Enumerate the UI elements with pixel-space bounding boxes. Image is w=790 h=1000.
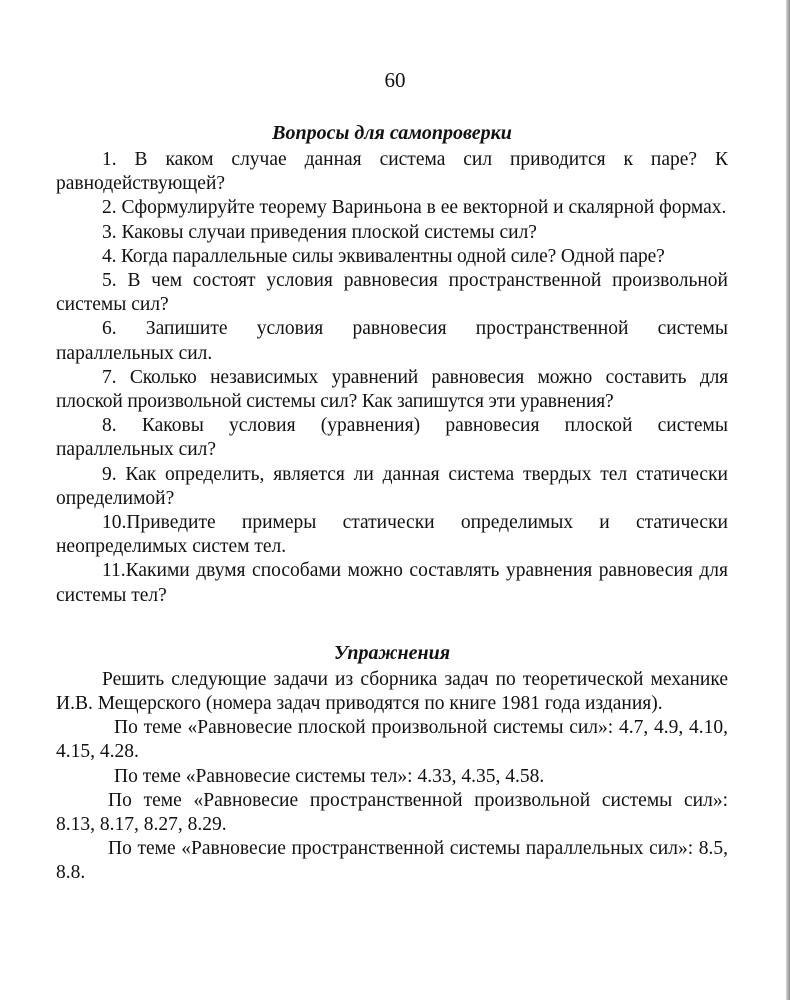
question-item: 10.Приведите примеры статически определимых и статически неопределимых систем тел.: [56, 512, 728, 558]
question-item: 9. Как определить, является ли данная система твердых тел статически определимой?: [56, 463, 728, 509]
exercise-topic: По теме «Равновесие пространственной системы параллельных сил»: 8.5, 8.8.: [56, 838, 728, 884]
page-edge: [786, 0, 790, 1000]
question-item: 7. Сколько независимых уравнений равновесия можно составить для плоской произвольной системы сил? Как запишутся эти уравнения?: [56, 366, 728, 413]
self-check-questions: [56, 118, 728, 608]
exercises-heading: Упражнения: [333, 641, 451, 664]
question-item: 8. Каковы условия (уравнения) равновесия плоской системы параллельных сил?: [56, 415, 728, 461]
page-number: 60: [384, 68, 406, 92]
page-content: [56, 118, 728, 886]
exercise-topic: По теме «Равновесие системы тел»: 4.33, 4.35, 4.58.: [114, 765, 545, 787]
exercises-intro: Решить следующие задачи из сборника задач по теоретической механике И.В. Мещерского (номера задач приводятся по книге 1981 года издания).: [56, 668, 728, 715]
question-item: 3. Каковы случаи приведения плоской системы сил?: [102, 221, 537, 243]
questions-heading: Вопросы для самопроверки: [272, 122, 512, 144]
exercise-topic: По теме «Равновесие плоской произвольной системы сил»: 4.7, 4.9, 4.10, 4.15, 4.28.: [56, 717, 728, 763]
question-item: 5. В чем состоят условия равновесия пространственной произвольной системы сил?: [56, 270, 728, 316]
exercise-topic: По теме «Равновесие пространственной произвольной системы сил»: 8.13, 8.17, 8.27, 8.29.: [56, 789, 728, 836]
question-item: 1. В каком случае данная система сил приводится к паре? К равнодействующей?: [56, 149, 728, 195]
exercises-section: [56, 638, 728, 886]
question-item: 4. Когда параллельные силы эквивалентны одной силе? Одной паре?: [102, 245, 665, 267]
question-item: 2. Сформулируйте теорему Вариньона в ее векторной и скалярной формах.: [102, 197, 727, 219]
question-item: 11.Какими двумя способами можно составлять уравнения равновесия для системы тел?: [56, 560, 728, 606]
question-item: 6. Запишите условия равновесия пространственной системы параллельных сил.: [56, 318, 728, 364]
